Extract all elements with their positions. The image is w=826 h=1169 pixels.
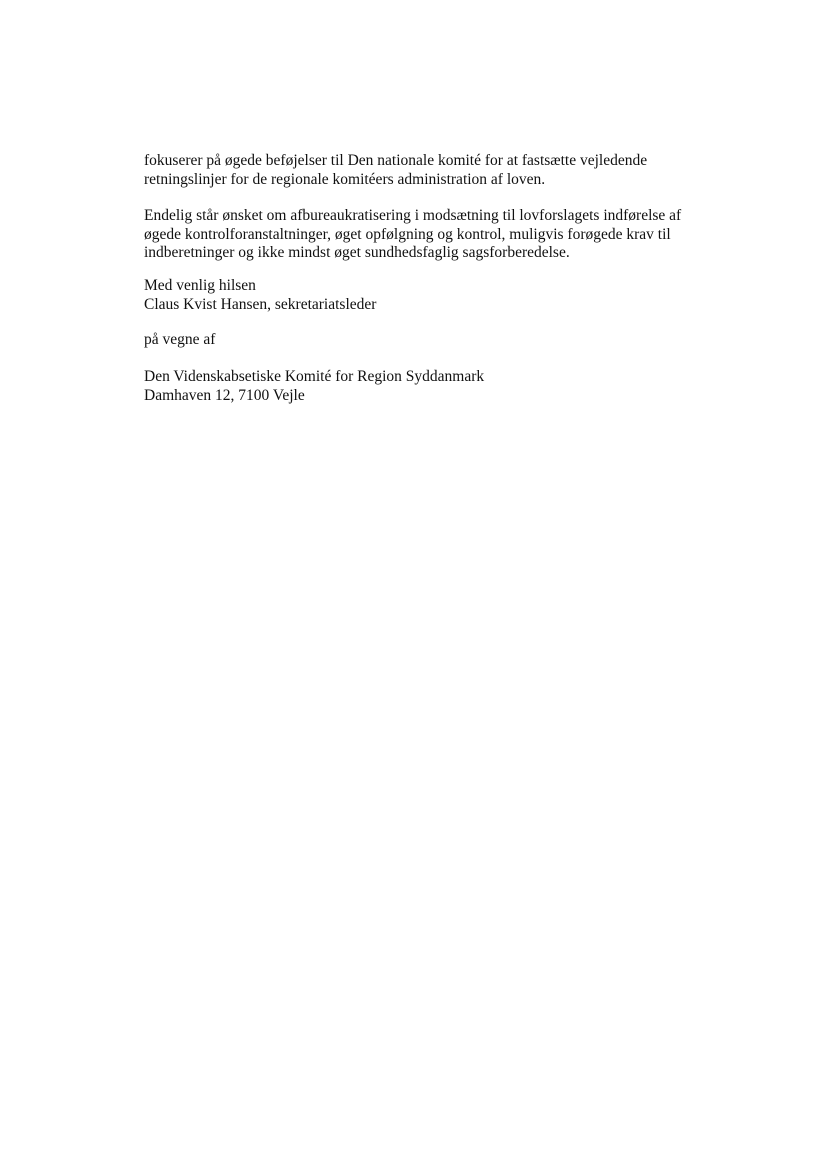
on-behalf-text: på vegne af <box>144 331 216 348</box>
organization-address: Damhaven 12, 7100 Vejle <box>144 386 305 404</box>
body-paragraph-2 <box>144 207 744 263</box>
organization-block <box>144 368 744 405</box>
paragraph-line: Endelig står ønsket om afbureaukratisering i modsætning til lovforslagets indførelse af <box>144 207 682 224</box>
organization-name: Den Videnskabsetiske Komité for Region Syddanmark <box>144 368 485 385</box>
closing-greeting: Med venlig hilsen <box>144 277 256 294</box>
body-paragraph-1 <box>144 152 744 189</box>
closing-block <box>144 277 744 314</box>
paragraph-line: øgede kontrolforanstaltninger, øget opfølgning og kontrol, muligvis forøgede krav til <box>144 225 671 243</box>
paragraph-line: indberetninger og ikke mindst øget sundhedsfaglig sagsforberedelse. <box>144 244 570 261</box>
signatory-name: Claus Kvist Hansen, sekretariatsleder <box>144 295 377 313</box>
paragraph-line: retningslinjer for de regionale komitéers administration af loven. <box>144 170 546 188</box>
on-behalf-block <box>144 331 744 350</box>
paragraph-line: fokuserer på øgede beføjelser til Den nationale komité for at fastsætte vejledende <box>144 152 648 169</box>
